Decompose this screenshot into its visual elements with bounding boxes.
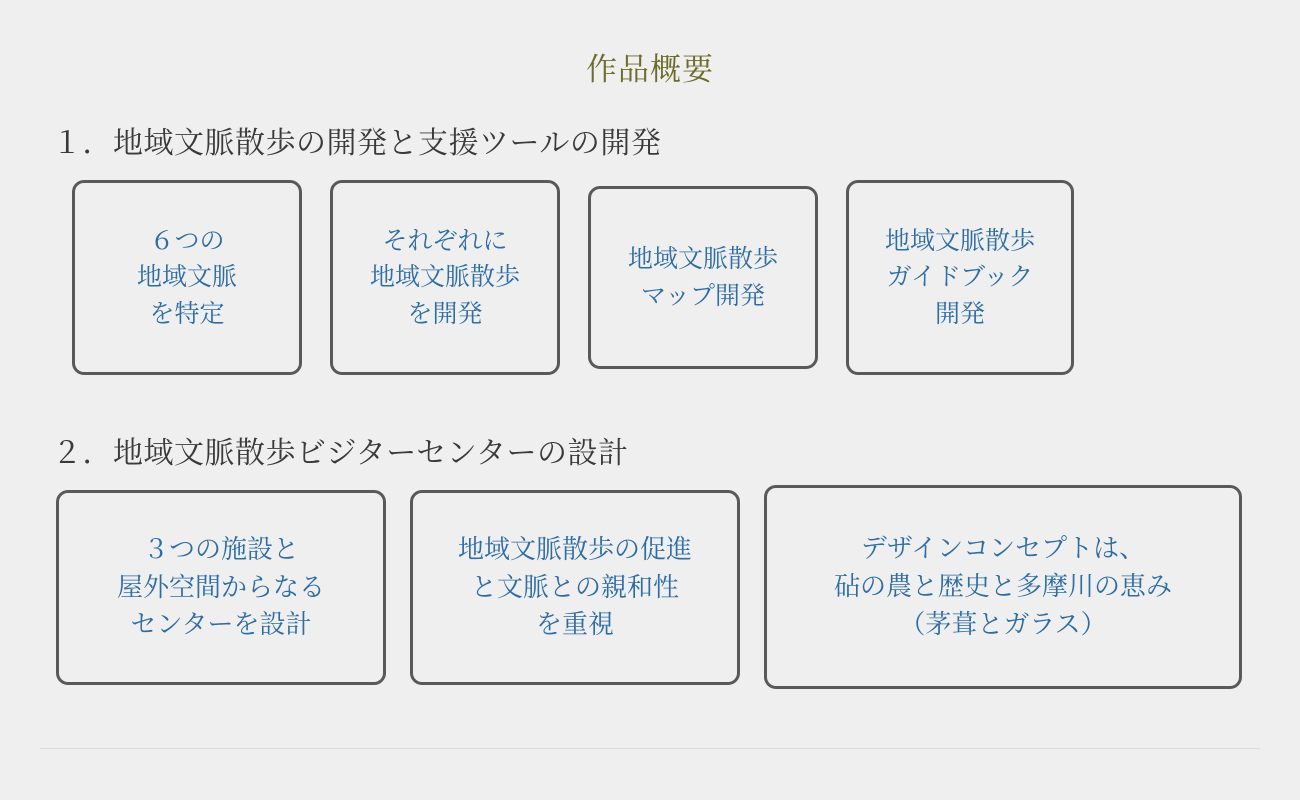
section-two: [0, 428, 1300, 689]
section-two-box-row: [0, 490, 1300, 689]
concept-box: [72, 180, 302, 375]
concept-box: [330, 180, 560, 375]
concept-box-line: それぞれに: [382, 227, 508, 256]
concept-box-line: と文脈との親和性: [470, 571, 679, 602]
concept-box-line: ３つの施設と: [142, 533, 299, 564]
concept-box: [764, 485, 1242, 689]
concept-box-line: ガイドブック: [886, 263, 1034, 292]
concept-box-line: 地域文脈散歩: [369, 263, 520, 292]
concept-box: [410, 490, 740, 685]
section-two-heading: ２．地域文脈散歩ビジターセンターの設計: [52, 437, 629, 470]
concept-box-line: を開発: [407, 299, 483, 328]
concept-box-line: （茅葺とガラス）: [899, 608, 1107, 639]
section-one: [0, 118, 1300, 375]
concept-box: [846, 180, 1074, 375]
concept-box-line: 地域文脈散歩: [884, 227, 1035, 256]
concept-box-line: 屋外空間からなる: [116, 571, 325, 602]
concept-box-line: を特定: [149, 299, 225, 328]
concept-box-line: マップ開発: [640, 281, 765, 310]
concept-box-line: を重視: [535, 609, 614, 640]
footer-divider: [40, 748, 1260, 749]
concept-box-line: 地域文脈散歩: [627, 245, 778, 274]
concept-box-line: 砧の農と歴史と多摩川の恵み: [833, 571, 1172, 602]
section-one-box-row: [0, 180, 1300, 375]
page-title: 作品概要: [586, 52, 714, 87]
concept-box-line: 開発: [934, 299, 985, 328]
concept-box-line: 地域文脈散歩の促進: [457, 533, 692, 564]
concept-box: [588, 186, 818, 369]
concept-box-line: 地域文脈: [136, 263, 237, 292]
section-one-heading: １．地域文脈散歩の開発と支援ツールの開発: [52, 127, 662, 160]
concept-box-line: ６つの: [149, 227, 225, 256]
concept-box-line: デザインコンセプトは、: [860, 533, 1146, 564]
concept-box: [56, 490, 386, 685]
concept-box-line: センターを設計: [130, 609, 312, 640]
